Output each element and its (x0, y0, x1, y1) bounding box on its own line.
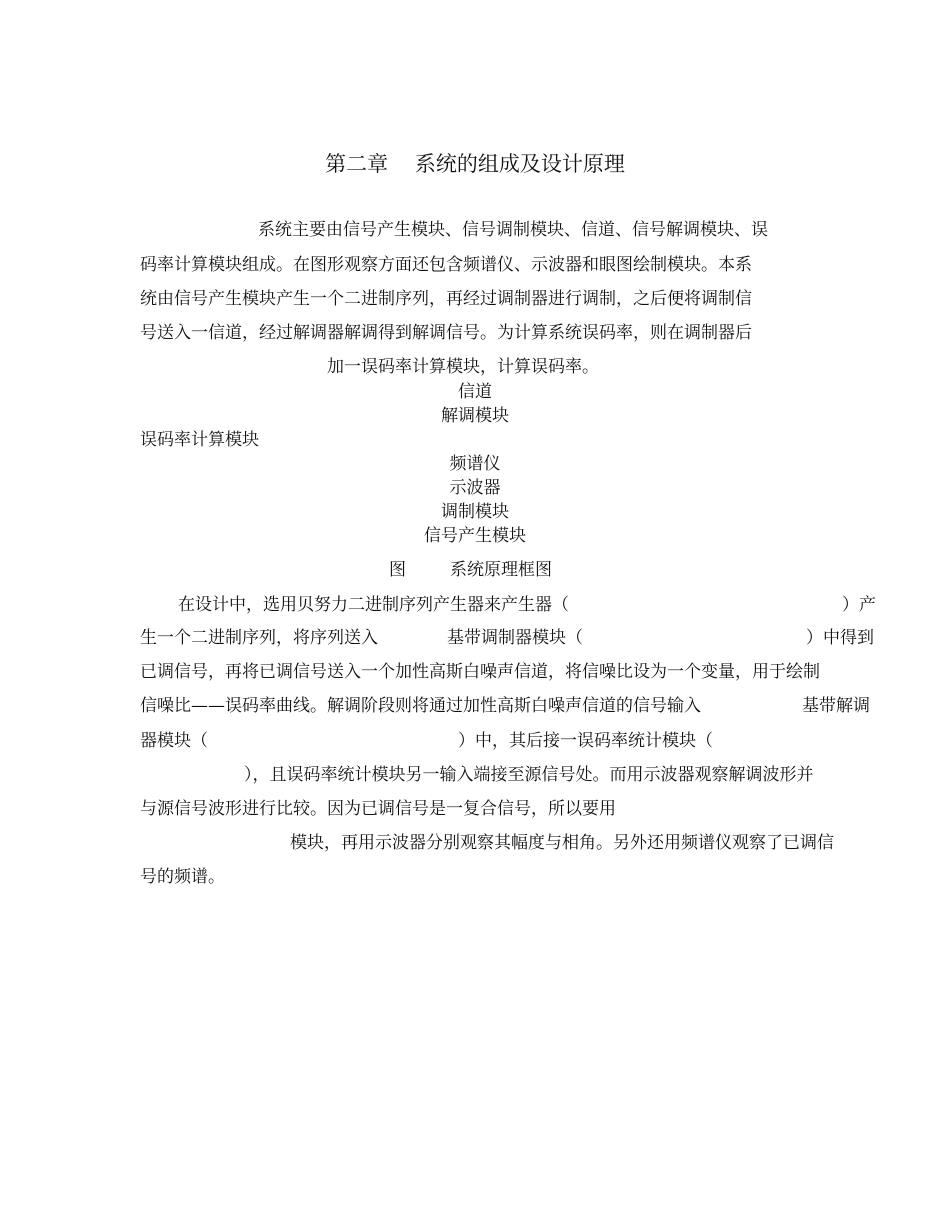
intro-line-5: 加一误码率计算模块，计算误码率。 (327, 357, 599, 377)
intro-line-2: 码率计算模块组成。在图形观察方面还包含频谱仪、示波器和眼图绘制模块。本系 (140, 255, 752, 275)
body-line-9: 号的频谱。 (140, 867, 225, 887)
diagram-label-mod: 调制模块 (441, 502, 509, 522)
body-line-2a: 生一个二进制序列，将序列送入 (140, 628, 378, 648)
figure-caption-text: 系统原理框图 (450, 560, 552, 580)
diagram-label-spectrum: 频谱仪 (449, 454, 501, 474)
body-line-7: 与源信号波形进行比较。因为已调信号是一复合信号，所以要用 (140, 799, 616, 819)
intro-line-3: 统由信号产生模块产生一个二进制序列，再经过调制器进行调制，之后便将调制信 (140, 289, 752, 309)
body-line-5a: 器模块（ (140, 731, 208, 751)
body-line-5b: ）中，其后接一误码率统计模块（ (458, 731, 713, 751)
body-line-4a: 信噪比——误码率曲线。解调阶段则将通过加性高斯白噪声信道的信号输入 (140, 696, 701, 716)
diagram-label-demod: 解调模块 (441, 406, 509, 426)
figure-caption-label: 图 (389, 560, 406, 580)
body-line-1b: ）产 (842, 595, 876, 615)
intro-line-1: 系统主要由信号产生模块、信号调制模块、信道、信号解调模块、误 (258, 220, 768, 240)
diagram-label-ber: 误码率计算模块 (140, 430, 259, 450)
body-line-2b: ）中得到 (806, 628, 874, 648)
chapter-title: 第二章 系统的组成及设计原理 (325, 152, 625, 176)
body-line-4b: 基带解调 (802, 696, 870, 716)
diagram-label-channel: 信道 (458, 382, 492, 402)
body-line-8: 模块，再用示波器分别观察其幅度与相角。另外还用频谱仪观察了已调信 (290, 833, 834, 853)
body-line-2m: 基带调制器模块（ (447, 628, 583, 648)
body-line-1a: 在设计中，选用贝努力二进制序列产生器来产生器（ (178, 595, 569, 615)
diagram-label-source: 信号产生模块 (424, 526, 526, 546)
body-line-3: 已调信号，再将已调信号送入一个加性高斯白噪声信道，将信噪比设为一个变量，用于绘制 (140, 662, 820, 682)
body-line-6: ），且误码率统计模块另一输入端接至源信号处。而用示波器观察解调波形并 (244, 765, 814, 785)
diagram-label-scope: 示波器 (449, 478, 501, 498)
intro-line-4: 号送入一信道，经过解调器解调得到解调信号。为计算系统误码率，则在调制器后 (140, 323, 752, 343)
